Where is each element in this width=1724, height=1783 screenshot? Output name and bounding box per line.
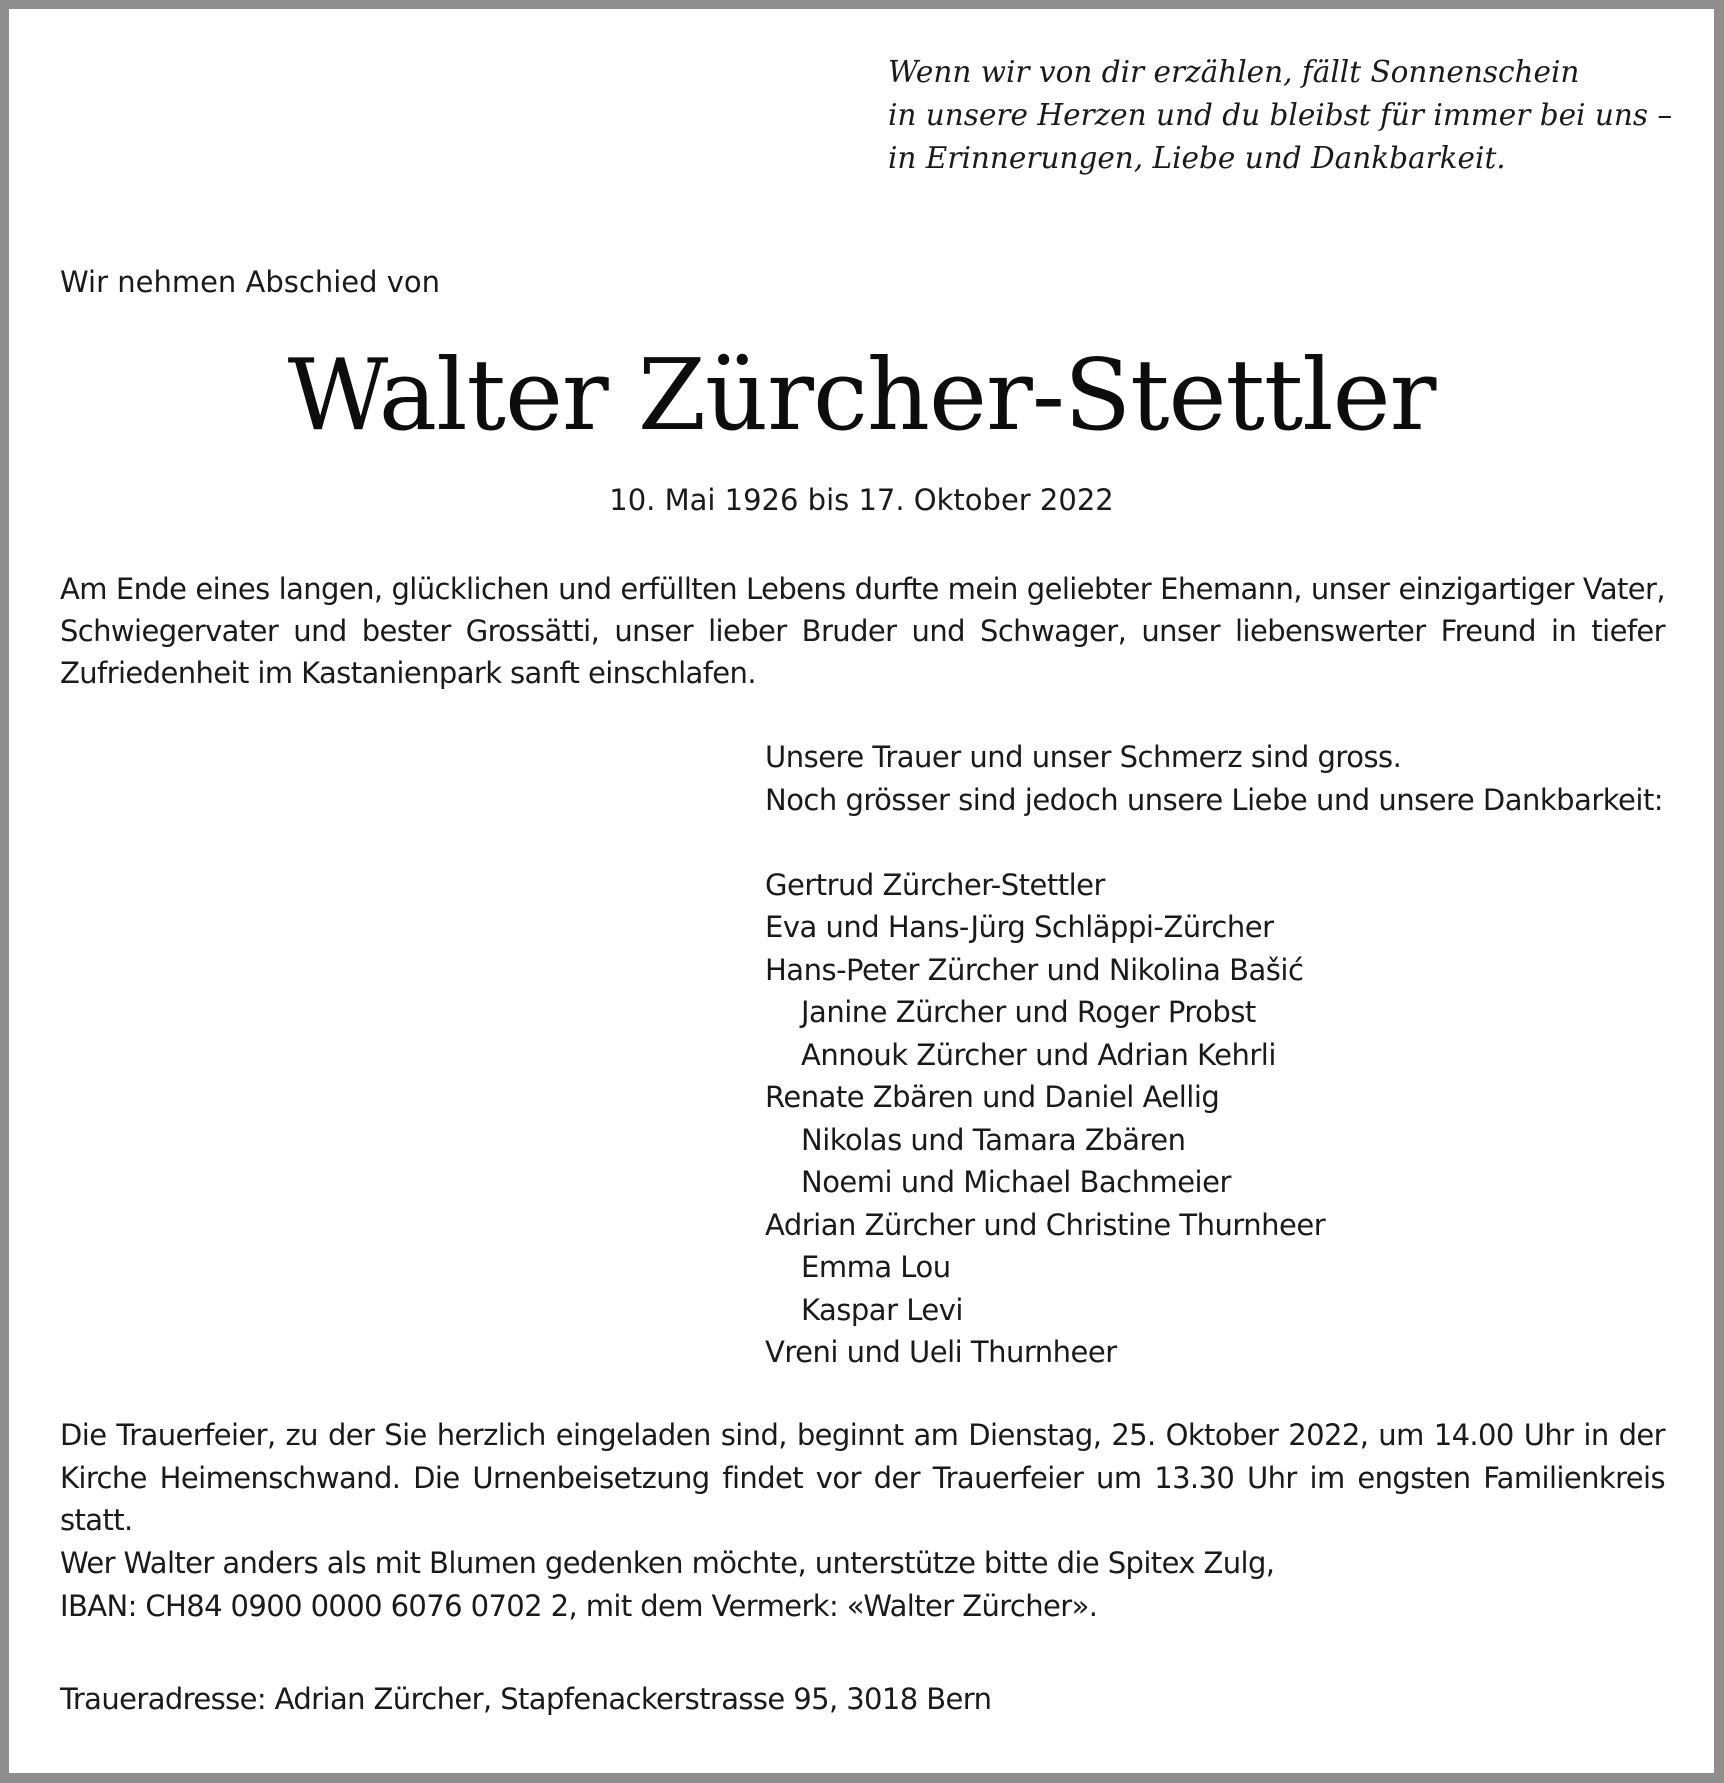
family-member: Adrian Zürcher und Christine Thurnheer xyxy=(765,1207,1326,1242)
family-member: Renate Zbären und Daniel Aellig xyxy=(765,1080,1220,1114)
life-dates: 10. Mai 1926 bis 17. Oktober 2022 xyxy=(609,483,1114,517)
deceased-name: Walter Zürcher-Stettler xyxy=(287,339,1436,453)
family-member: Kaspar Levi xyxy=(801,1292,963,1327)
motto-line: Wenn wir von dir erzählen, fällt Sonnenschein xyxy=(888,55,1580,89)
mourning-address: Traueradresse: Adrian Zürcher, Stapfenackerstrasse 95, 3018 Bern xyxy=(60,1682,992,1716)
mourning-line: Noch grösser sind jedoch unsere Liebe und unsere Dankbarkeit: xyxy=(765,782,1664,817)
spacer xyxy=(765,821,1685,864)
donation-paragraph xyxy=(60,1542,1665,1627)
family-member: Vreni und Ueli Thurnheer xyxy=(765,1335,1117,1369)
family-member: Janine Zürcher und Roger Probst xyxy=(801,995,1256,1029)
family-member: Hans-Peter Zürcher und Nikolina Bašić xyxy=(765,952,1304,987)
family-member: Noemi und Michael Bachmeier xyxy=(801,1165,1231,1199)
motto-quote xyxy=(888,51,1688,180)
family-member: Emma Lou xyxy=(801,1250,951,1284)
mourners-block xyxy=(765,736,1685,1374)
obituary-page xyxy=(9,9,1714,1773)
intro-text: Wir nehmen Abschied von xyxy=(60,265,441,299)
ceremony-paragraph: Die Trauerfeier, zu der Sie herzlich eingeladen sind, beginnt am Dienstag, 25. Oktober 2022, um 14.00 Uhr in der Kirche Heimenschwand. Die Urnenbeisetzung findet vor der Trauerfeier um 13.30 Uhr im engsten Familienkreis statt. xyxy=(60,1418,1665,1537)
family-member: Annouk Zürcher und Adrian Kehrli xyxy=(801,1037,1276,1072)
announcement-paragraph: Am Ende eines langen, glücklichen und erfüllten Lebens durfte mein geliebter Ehemann, unser einzigartiger Vater, Schwiegervater und bester Grossätti, unser lieber Bruder und Schwager, unser liebenswerter Freund in tiefer Zufriedenheit im Kastanienpark sanft einschlafen. xyxy=(60,572,1665,690)
family-member: Eva und Hans-Jürg Schläppi-Zürcher xyxy=(765,910,1274,944)
mourning-line: Unsere Trauer und unser Schmerz sind gross. xyxy=(765,740,1402,774)
motto-line: in unsere Herzen und du bleibst für immer bei uns – xyxy=(888,98,1673,132)
donation-line: Wer Walter anders als mit Blumen gedenken möchte, unterstütze bitte die Spitex Zulg, xyxy=(60,1546,1275,1580)
motto-line: in Erinnerungen, Liebe und Dankbarkeit. xyxy=(888,141,1506,175)
donation-line: IBAN: CH84 0900 0000 6076 0702 2, mit dem Vermerk: «Walter Zürcher». xyxy=(60,1588,1098,1623)
family-member: Gertrud Zürcher-Stettler xyxy=(765,867,1105,902)
family-member: Nikolas und Tamara Zbären xyxy=(801,1122,1186,1157)
